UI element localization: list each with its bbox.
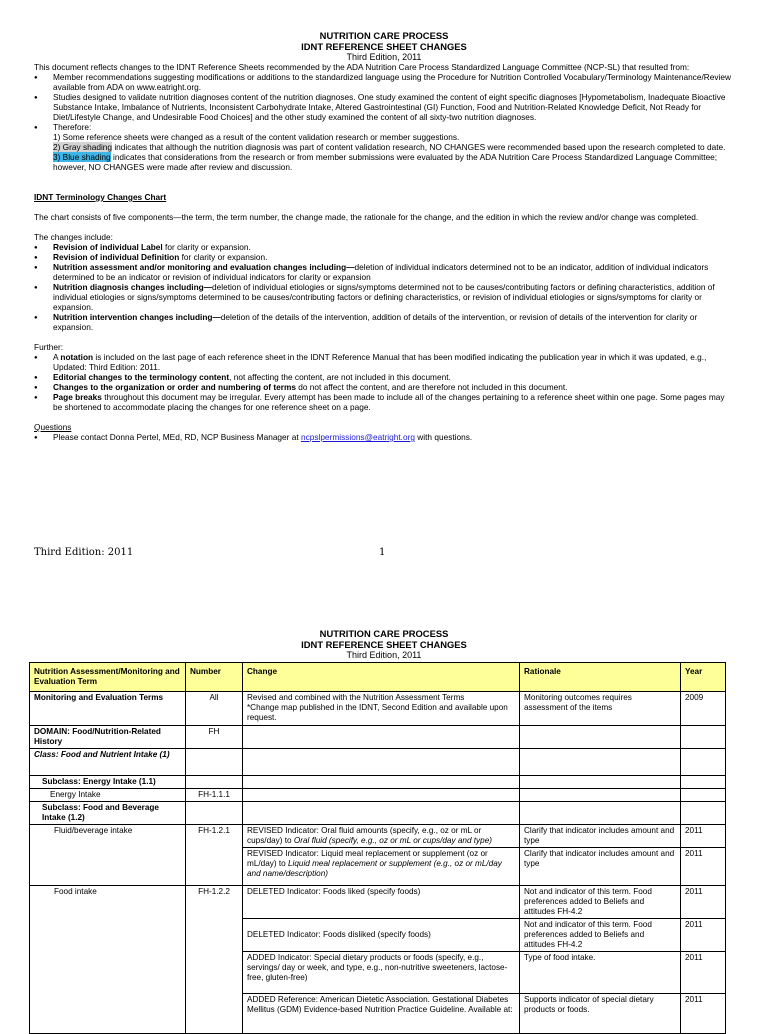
table-row: Fluid/beverage intake FH-1.2.1 REVISED Indicator: Oral fluid amounts (specify, e.g., oz or mL or cups/day) to Oral fluid (specify, e.g., oz or mL or cups/day and type) Clarify that indicator includes amount and type 2011 (30, 825, 726, 848)
table-row: Class: Food and Nutrient Intake (1) (30, 749, 726, 776)
table-row: Monitoring and Evaluation Terms All Revised and combined with the Nutrition Assessment Terms *Change map published in the IDNT, Second Edition and available upon request. Monitoring outcomes requires assessment of the items 2009 (30, 692, 726, 726)
changes-table (29, 662, 726, 1034)
col-header-term: Nutrition Assessment/Monitoring and Evaluation Term (30, 663, 186, 692)
list-item: ● Changes to the organization or order and numbering of terms do not affect the content, and are therefore not included in this document. (34, 382, 734, 392)
list-item: ● A notation is included on the last page of each reference sheet in the IDNT Reference Manual that has been modified indicating the publication year in which it was updated, e.g., Updated: Third Edition: 2011. (34, 352, 734, 372)
list-item: ● Member recommendations suggesting modifications or additions to the standardized language using the Procedure for Nutrition Controlled Vocabulary/Terminology Maintenance/Review available from ADA on www.eatright.org. (34, 72, 734, 92)
therefore-item-3: 3) Blue shading indicates that considerations from the research or from member submissions were evaluated by the ADA Nutrition Care Process Standardized Language Committee; however, NO CHANGES were made after review and discussion. (53, 152, 718, 172)
table-row: Food intake FH-1.2.2 DELETED Indicator: Foods liked (specify foods) Not and indicator of this term. Food preferences added to Beliefs and attitudes FH-4.2 2011 (30, 886, 726, 919)
chart-heading: IDNT Terminology Changes Chart (34, 192, 167, 202)
list-item: ● Studies designed to validate nutrition diagnoses content of the nutrition diagnoses. One study examined the content of eight specific diagnoses [Hypometabolism, Inadequate Bioactive Substance Intake, Imbalance of Nutrients, Inconsistent Carbohydrate Intake, Altered Gastrointestinal (GI) Function, Food and Nutrition-Related Knowledge Deficit, Not Ready for Diet/Lifestyle Change, and Undesirable Food Choices] and the other study examined the content of all sixty-two nutrition diagnoses. (34, 92, 734, 122)
doc-title-1: NUTRITION CARE PROCESS (319, 628, 449, 639)
doc-title-1: NUTRITION CARE PROCESS (319, 30, 449, 41)
questions-list (34, 432, 734, 442)
doc-title-2: IDNT REFERENCE SHEET CHANGES (301, 639, 467, 650)
footer-edition: Third Edition: 2011 (34, 547, 134, 558)
therefore-item-2: 2) Gray shading indicates that although the nutrition diagnosis was part of content validation research, NO CHANGES were recommended based upon the research completed to date. (53, 142, 726, 152)
table-row: DOMAIN: Food/Nutrition-Related History FH (30, 726, 726, 749)
page-number: 1 (379, 547, 386, 558)
table-row: DELETED Indicator: Foods disliked (specify foods) Not and indicator of this term. Food preferences added to Beliefs and attitudes FH-4.2 2011 (30, 919, 726, 952)
intro-bullets (34, 72, 734, 172)
table-row: Subclass: Food and Beverage Intake (1.2) (30, 802, 726, 825)
doc-edition: Third Edition, 2011 (346, 52, 422, 62)
therefore-item-1: 1) Some reference sheets were changed as a result of the content validation research or member suggestions. (53, 132, 460, 142)
table-row: Energy Intake FH-1.1.1 (30, 789, 726, 802)
contact-email-link[interactable]: ncpslpermissions@eatright.org (300, 432, 415, 442)
blue-shading-highlight: 3) Blue shading (53, 152, 111, 162)
table-header-row (30, 663, 726, 692)
col-header-number: Number (186, 663, 243, 692)
therefore-label: ● Therefore: (53, 122, 92, 132)
list-item: ● Revision of individual Label for clarity or expansion. (34, 242, 734, 252)
changes-list (34, 242, 734, 332)
doc-edition: Third Edition, 2011 (346, 650, 422, 660)
list-item: ● Nutrition assessment and/or monitoring and evaluation changes including—deletion of individual indicators determined not to be an indicator, addition of individual indicators determined to be an indicator or revision of individual indicators for clarity or expansion (34, 262, 734, 282)
list-item: ● Editorial changes to the terminology content, not affecting the content, are not included in this document. (34, 372, 734, 382)
list-item: ● Page breaks throughout this document may be irregular. Every attempt has been made to include all of the changes pertaining to a reference sheet within one page. Some pages may be shortened to accommodate placing the changes for one reference sheet on a page. (34, 392, 734, 412)
page-1 (34, 30, 734, 442)
col-header-change: Change (243, 663, 520, 692)
doc-title-2: IDNT REFERENCE SHEET CHANGES (301, 41, 467, 52)
list-item: ● Nutrition diagnosis changes including—deletion of individual etiologies or signs/symptoms determined not to be causes/contributing factors or defining characteristics, addition of individual etiologies or signs/symptoms determined to be causes/contributing factors or defining characteristics, or revision of individual etiologies or signs/symptoms for clarity or expansion. (34, 282, 734, 312)
questions-heading: Questions (34, 422, 72, 432)
col-header-rationale: Rationale (520, 663, 681, 692)
table-row: ADDED Reference: American Dietetic Association. Gestational Diabetes Mellitus (GDM) Evidence-based Nutrition Practice Guideline. Available at: Supports indicator of special dietary products or foods. 2011 (30, 994, 726, 1034)
table-row: ADDED Indicator: Special dietary products or foods (specify, e.g., servings/ day or week, and type, e.g., non-nutritive sweeteners, lactose-free, gluten-free) Type of food intake. 2011 (30, 952, 726, 994)
gray-shading-highlight: 2) Gray shading (53, 142, 113, 152)
changes-include-label: The changes include: (34, 232, 113, 242)
list-item (34, 122, 734, 172)
col-header-year: Year (681, 663, 726, 692)
list-item: ● Please contact Donna Pertel, MEd, RD, NCP Business Manager at ncpslpermissions@eatright.org with questions. (34, 432, 734, 442)
further-label: Further: (34, 342, 64, 352)
page-2-header (34, 628, 734, 660)
further-list (34, 352, 734, 412)
table-row: REVISED Indicator: Liquid meal replacement or supplement (oz or mL/day) to Liquid meal replacement or supplement (e.g., oz or mL/day and name/description) Clarify that indicator includes amount and type 2011 (30, 848, 726, 886)
table-row: Subclass: Energy Intake (1.1) (30, 776, 726, 789)
page-footer (34, 547, 734, 561)
list-item: ● Revision of individual Definition for clarity or expansion. (34, 252, 734, 262)
list-item: ● Nutrition intervention changes including—deletion of the details of the intervention, addition of details of the intervention, or revision of details of the intervention for clarity or expansion. (34, 312, 734, 332)
intro-text: This document reflects changes to the IDNT Reference Sheets recommended by the ADA Nutrition Care Process Standardized Language Committee (NCP-SL) that resulted from: (34, 62, 690, 72)
chart-description: The chart consists of five components—the term, the term number, the change made, the rationale for the change, and the edition in which the review and/or change was completed. (34, 212, 699, 222)
